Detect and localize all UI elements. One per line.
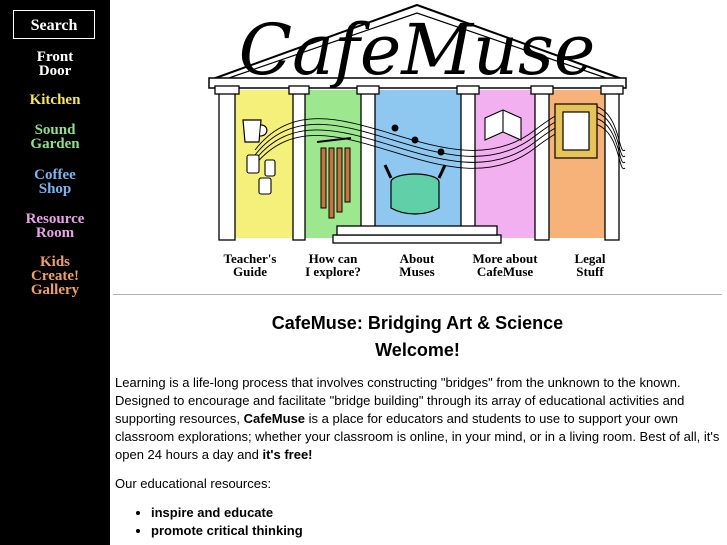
sidebar-item-label: Kids	[39, 254, 70, 270]
caption-line: How can	[308, 251, 358, 266]
sidebar-item-label: Resource	[25, 211, 85, 227]
page-title	[113, 310, 722, 364]
caption-line: Muses	[399, 264, 435, 279]
sidebar-item-label: Garden	[30, 136, 80, 152]
intro-text: Learning is a life-long process that involves constructing "bridges" from the unknown to the known. Designed to encourage and facilitate "bridge building" through its array of educational activities and supporting resources,	[115, 375, 685, 426]
caption-line: Guide	[233, 264, 267, 279]
cafemuse-logo[interactable]: CafeMuse	[238, 9, 596, 91]
list-item: • inspire and educate	[151, 504, 303, 522]
sidebar-item-front-door[interactable]	[0, 50, 110, 78]
sidebar-item-label: Gallery	[30, 282, 80, 298]
picture-frame-icon	[555, 104, 597, 158]
sidebar-item-kids-create-gallery[interactable]	[0, 255, 110, 297]
page-subtitle: Welcome!	[375, 340, 460, 360]
sidebar-item-label: Shop	[38, 181, 72, 197]
sidebar-item-coffee-shop[interactable]	[0, 168, 110, 196]
intro-brand: CafeMuse	[243, 411, 306, 426]
sidebar-item-label: Room	[35, 225, 75, 241]
caption-line: I explore?	[305, 264, 361, 279]
sidebar-item-label: Coffee	[34, 167, 76, 183]
caption-line: Legal	[574, 251, 606, 266]
caption-line: CafeMuse	[476, 264, 534, 279]
more-about-cafemuse-link[interactable]	[459, 252, 551, 278]
intro-text: is a place for educators and students to use to support your own classroom explorations; whether your classroom is online, in your mind, or in a living room. Best of all, it's open 24 hours a day and	[115, 411, 720, 462]
teachers-guide-link[interactable]	[214, 252, 286, 278]
temple-steps	[333, 226, 501, 243]
sidebar-item-label: Door	[38, 63, 72, 79]
intro-free: it's free!	[262, 447, 313, 462]
how-can-i-explore-link[interactable]	[297, 252, 369, 278]
sidebar-item-resource-room[interactable]	[0, 212, 110, 240]
search-button[interactable]: Search	[13, 10, 95, 39]
caption-line: Stuff	[576, 264, 604, 279]
intro-paragraph	[115, 374, 720, 464]
sidebar-item-kitchen[interactable]	[0, 93, 110, 107]
resources-label: Our educational resources:	[115, 476, 272, 491]
cafemuse-banner	[205, 0, 630, 290]
caption-line: More about	[472, 251, 538, 266]
caption-line: Teacher's	[223, 251, 277, 266]
horizontal-divider	[113, 294, 722, 295]
page-title-text: CafeMuse: Bridging Art & Science	[271, 313, 564, 333]
resources-list	[115, 504, 303, 540]
sidebar-nav	[0, 0, 110, 545]
sidebar-item-sound-garden[interactable]	[0, 123, 110, 151]
sidebar-item-label: Kitchen	[29, 92, 81, 108]
coffee-shop-panel[interactable]	[375, 90, 461, 238]
about-muses-link[interactable]	[381, 252, 453, 278]
list-item: • promote critical thinking	[151, 522, 303, 540]
kitchen-panel[interactable]	[235, 90, 293, 238]
legal-stuff-link[interactable]	[558, 252, 622, 278]
sidebar-item-label: Create!	[30, 268, 80, 284]
sidebar-item-label: Front	[36, 49, 74, 65]
sidebar-item-label: Sound	[34, 122, 76, 138]
caption-line: About	[399, 251, 435, 266]
